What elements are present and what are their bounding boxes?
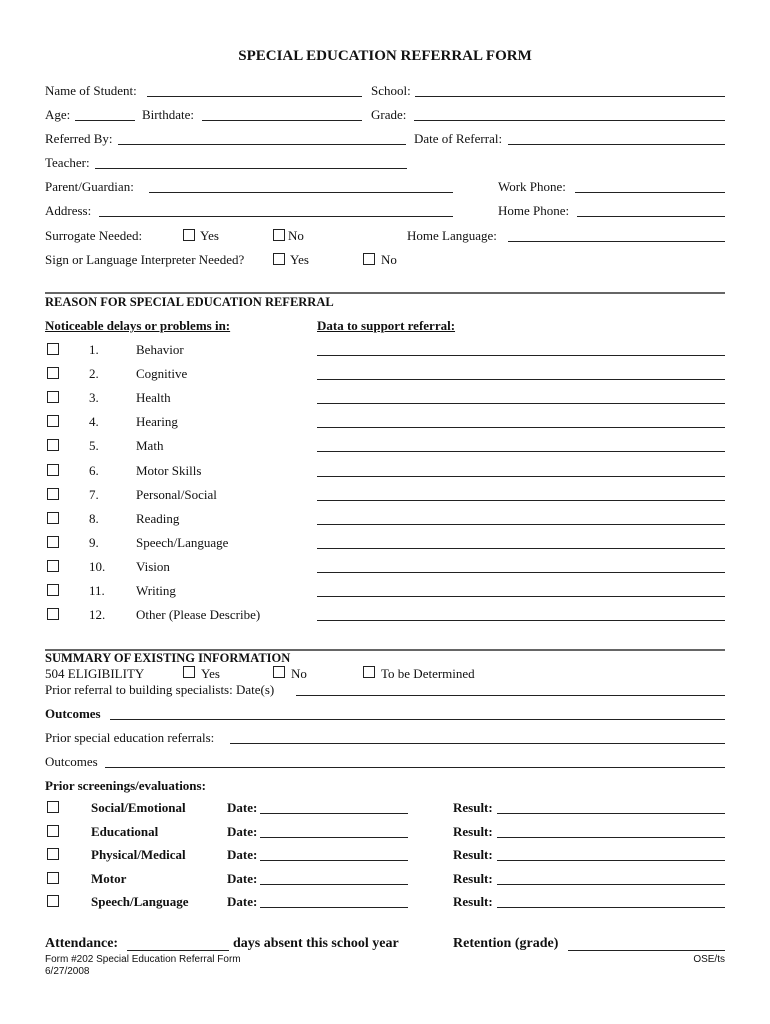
home-language-label: Home Language: bbox=[407, 228, 497, 243]
reason-label: Speech/Language bbox=[136, 534, 229, 550]
home-phone-label: Home Phone: bbox=[498, 203, 570, 218]
screening-checkbox[interactable] bbox=[47, 872, 59, 884]
screening-date-label: Date: bbox=[227, 800, 258, 815]
reason-data-field[interactable] bbox=[317, 548, 725, 549]
reason-checkbox[interactable] bbox=[47, 367, 59, 379]
referred-by-label: Referred By: bbox=[45, 131, 113, 146]
prior-referral-field[interactable] bbox=[296, 695, 725, 696]
address-field[interactable] bbox=[99, 216, 453, 217]
birthdate-field[interactable] bbox=[202, 120, 362, 121]
reason-checkbox[interactable] bbox=[47, 391, 59, 403]
eligibility-tbd-checkbox[interactable] bbox=[363, 666, 375, 678]
surrogate-no-label: No bbox=[288, 228, 304, 243]
date-of-referral-field[interactable] bbox=[508, 144, 725, 145]
eligibility-yes-label: Yes bbox=[201, 666, 220, 681]
referred-by-field[interactable] bbox=[118, 144, 406, 145]
teacher-field[interactable] bbox=[95, 168, 407, 169]
birthdate-label: Birthdate: bbox=[142, 107, 194, 122]
age-label: Age: bbox=[45, 107, 71, 122]
reason-data-field[interactable] bbox=[317, 620, 725, 621]
reason-label: Motor Skills bbox=[136, 462, 202, 478]
surrogate-needed-label: Surrogate Needed: bbox=[45, 228, 143, 243]
reason-number: 8. bbox=[89, 510, 99, 526]
eligibility-no-label: No bbox=[291, 666, 307, 681]
screening-result-label: Result: bbox=[453, 800, 493, 815]
reason-checkbox[interactable] bbox=[47, 560, 59, 572]
reason-number: 7. bbox=[89, 486, 99, 502]
reason-data-field[interactable] bbox=[317, 500, 725, 501]
reason-checkbox[interactable] bbox=[47, 488, 59, 500]
reason-data-field[interactable] bbox=[317, 476, 725, 477]
screening-date-label: Date: bbox=[227, 823, 258, 839]
school-label: School: bbox=[371, 83, 411, 98]
work-phone-label: Work Phone: bbox=[498, 179, 566, 194]
school-field[interactable] bbox=[415, 96, 725, 97]
reason-data-field[interactable] bbox=[317, 355, 725, 356]
prior-sped-label: Prior special education referrals: bbox=[45, 730, 215, 745]
reason-checkbox[interactable] bbox=[47, 512, 59, 524]
reason-checkbox[interactable] bbox=[47, 464, 59, 476]
reason-label: Personal/Social bbox=[136, 486, 217, 502]
reason-number: 11. bbox=[89, 583, 105, 598]
screening-date-field[interactable] bbox=[260, 907, 408, 908]
screening-result-label: Result: bbox=[453, 823, 493, 839]
screening-checkbox[interactable] bbox=[47, 848, 59, 860]
eligibility-tbd-label: To be Determined bbox=[381, 666, 475, 681]
reason-checkbox[interactable] bbox=[47, 439, 59, 451]
outcomes-field-1[interactable] bbox=[110, 719, 725, 720]
interpreter-no-label: No bbox=[381, 252, 397, 267]
screening-result-label: Result: bbox=[453, 870, 493, 886]
screening-label: Educational bbox=[91, 823, 159, 839]
address-label: Address: bbox=[45, 203, 92, 218]
name-of-student-field[interactable] bbox=[147, 96, 362, 97]
reason-label: Vision bbox=[136, 558, 170, 574]
retention-field[interactable] bbox=[568, 950, 725, 951]
section-divider bbox=[45, 292, 725, 294]
surrogate-yes-label: Yes bbox=[200, 228, 219, 243]
screening-date-label: Date: bbox=[227, 847, 258, 862]
screening-result-field[interactable] bbox=[497, 884, 725, 885]
reason-col1-header: Noticeable delays or problems in: bbox=[45, 318, 231, 333]
reason-checkbox[interactable] bbox=[47, 608, 59, 620]
reason-data-field[interactable] bbox=[317, 427, 725, 428]
parent-guardian-label: Parent/Guardian: bbox=[45, 179, 134, 194]
reason-number: 12. bbox=[89, 607, 106, 623]
reason-number: 3. bbox=[89, 390, 99, 406]
interpreter-needed-label: Sign or Language Interpreter Needed? bbox=[45, 252, 245, 267]
screening-label: Social/Emotional bbox=[91, 800, 186, 815]
interpreter-no-checkbox[interactable] bbox=[363, 253, 375, 265]
screening-checkbox[interactable] bbox=[47, 895, 59, 907]
reason-data-field[interactable] bbox=[317, 403, 725, 404]
reason-number: 6. bbox=[89, 462, 99, 478]
screening-result-field[interactable] bbox=[497, 860, 725, 861]
name-of-student-label: Name of Student: bbox=[45, 83, 137, 98]
reason-checkbox[interactable] bbox=[47, 343, 59, 355]
screening-date-label: Date: bbox=[227, 894, 258, 909]
reason-col2-header: Data to support referral: bbox=[317, 318, 456, 333]
reason-label: Writing bbox=[136, 583, 176, 598]
home-phone-field[interactable] bbox=[577, 216, 725, 217]
reason-data-field[interactable] bbox=[317, 596, 725, 597]
grade-field[interactable] bbox=[414, 120, 725, 121]
reason-label: Hearing bbox=[136, 414, 178, 430]
prior-screenings-label: Prior screenings/evaluations: bbox=[45, 778, 206, 793]
screening-date-field[interactable] bbox=[260, 813, 408, 814]
reason-data-field[interactable] bbox=[317, 572, 725, 573]
summary-heading: SUMMARY OF EXISTING INFORMATION bbox=[45, 651, 291, 665]
reason-checkbox[interactable] bbox=[47, 584, 59, 596]
outcomes-label: Outcomes bbox=[45, 754, 98, 769]
retention-label: Retention (grade) bbox=[453, 936, 559, 951]
screening-result-field[interactable] bbox=[497, 907, 725, 908]
grade-label: Grade: bbox=[371, 107, 407, 122]
ose-code: OSE/ts bbox=[693, 954, 725, 965]
screening-date-field[interactable] bbox=[260, 884, 408, 885]
surrogate-yes-checkbox[interactable] bbox=[183, 229, 195, 241]
prior-referral-label: Prior referral to building specialists: Date(s) bbox=[45, 682, 275, 697]
reason-label: Other (Please Describe) bbox=[136, 607, 261, 623]
interpreter-yes-label: Yes bbox=[290, 252, 309, 267]
reason-label: Health bbox=[136, 390, 171, 406]
eligibility-yes-checkbox[interactable] bbox=[183, 666, 195, 678]
interpreter-yes-checkbox[interactable] bbox=[273, 253, 285, 265]
parent-guardian-field[interactable] bbox=[149, 192, 453, 193]
eligibility-no-checkbox[interactable] bbox=[273, 666, 285, 678]
teacher-label: Teacher: bbox=[45, 155, 90, 170]
home-language-field[interactable] bbox=[508, 241, 725, 242]
reason-number: 2. bbox=[89, 366, 99, 382]
reason-number: 10. bbox=[89, 558, 106, 574]
screening-result-label: Result: bbox=[453, 894, 493, 909]
screening-checkbox[interactable] bbox=[47, 801, 59, 813]
screening-result-field[interactable] bbox=[497, 813, 725, 814]
attendance-label: Attendance: bbox=[45, 936, 119, 951]
outcomes-field-2[interactable] bbox=[105, 767, 725, 768]
screening-label: Physical/Medical bbox=[91, 847, 186, 862]
form-id: Form #202 Special Education Referral Form bbox=[45, 954, 241, 965]
screening-date-field[interactable] bbox=[260, 860, 408, 861]
screening-checkbox[interactable] bbox=[47, 825, 59, 837]
page-title: SPECIAL EDUCATION REFERRAL FORM bbox=[238, 48, 532, 64]
reason-label: Math bbox=[136, 438, 164, 454]
reason-number: 4. bbox=[89, 414, 99, 430]
days-absent-label: days absent this school year bbox=[233, 936, 399, 951]
reason-checkbox[interactable] bbox=[47, 415, 59, 427]
reason-data-field[interactable] bbox=[317, 379, 725, 380]
reason-checkbox[interactable] bbox=[47, 536, 59, 548]
form-date: 6/27/2008 bbox=[45, 966, 90, 977]
screening-label: Speech/Language bbox=[91, 894, 189, 909]
screening-date-label: Date: bbox=[227, 870, 258, 886]
age-field[interactable] bbox=[75, 120, 135, 121]
screening-label: Motor bbox=[91, 870, 127, 886]
reason-data-field[interactable] bbox=[317, 451, 725, 452]
reason-number: 9. bbox=[89, 534, 99, 550]
prior-sped-field[interactable] bbox=[230, 743, 725, 744]
screening-result-field[interactable] bbox=[497, 837, 725, 838]
reason-label: Cognitive bbox=[136, 366, 188, 382]
eligibility-label: 504 ELIGIBILITY bbox=[45, 666, 145, 681]
screening-date-field[interactable] bbox=[260, 837, 408, 838]
outcomes-bold-label: Outcomes bbox=[45, 706, 101, 721]
reason-number: 1. bbox=[89, 342, 99, 357]
surrogate-no-checkbox[interactable] bbox=[273, 229, 285, 241]
reason-heading: REASON FOR SPECIAL EDUCATION REFERRAL bbox=[45, 295, 334, 309]
screening-result-label: Result: bbox=[453, 847, 493, 862]
reason-data-field[interactable] bbox=[317, 524, 725, 525]
reason-label: Reading bbox=[136, 510, 180, 526]
work-phone-field[interactable] bbox=[575, 192, 725, 193]
reason-label: Behavior bbox=[136, 342, 184, 357]
date-of-referral-label: Date of Referral: bbox=[414, 131, 503, 146]
attendance-field[interactable] bbox=[127, 950, 229, 951]
reason-number: 5. bbox=[89, 438, 99, 454]
